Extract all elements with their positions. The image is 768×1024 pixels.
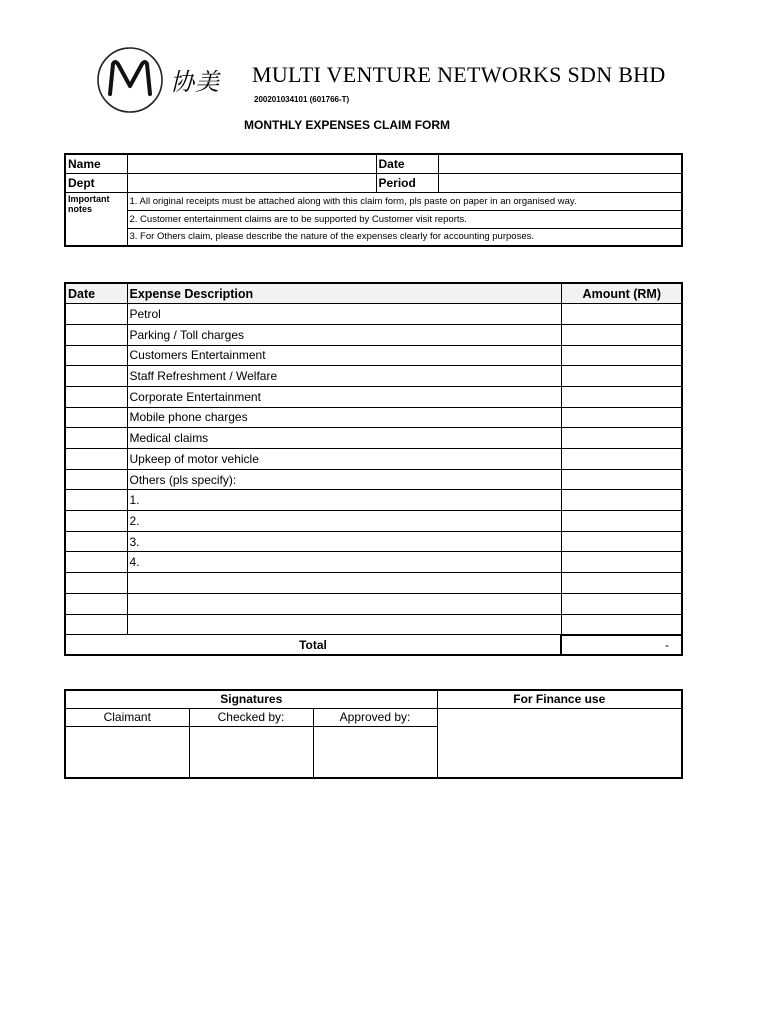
date-cell[interactable] <box>65 469 127 490</box>
table-row <box>65 531 682 552</box>
dept-field[interactable] <box>127 173 376 192</box>
date-cell[interactable] <box>65 511 127 532</box>
note-1: 1. All original receipts must be attached along with this claim form, pls paste on paper in an organised way. <box>127 192 682 210</box>
date-cell[interactable] <box>65 552 127 573</box>
table-row <box>65 345 682 366</box>
description-cell: Others (pls specify): <box>127 469 561 490</box>
claimant-label: Claimant <box>65 708 189 726</box>
claimant-signature-box[interactable] <box>65 726 189 778</box>
approved-by-signature-box[interactable] <box>313 726 437 778</box>
description-cell: Petrol <box>127 304 561 325</box>
table-row <box>65 490 682 511</box>
table-row <box>65 386 682 407</box>
total-label: Total <box>65 635 561 656</box>
amount-cell[interactable] <box>561 324 682 345</box>
description-cell[interactable] <box>127 593 561 614</box>
company-logo <box>96 46 164 114</box>
description-cell: Upkeep of motor vehicle <box>127 449 561 470</box>
description-cell: Parking / Toll charges <box>127 324 561 345</box>
table-row <box>65 407 682 428</box>
date-cell[interactable] <box>65 573 127 594</box>
important-notes-label: Important notes <box>65 192 127 246</box>
registration-number: 200201034101 (601766-T) <box>254 95 350 104</box>
col-date-header: Date <box>65 283 127 304</box>
name-label: Name <box>65 154 127 173</box>
date-cell[interactable] <box>65 531 127 552</box>
description-cell: Staff Refreshment / Welfare <box>127 366 561 387</box>
amount-cell[interactable] <box>561 573 682 594</box>
amount-cell[interactable] <box>561 593 682 614</box>
description-cell: Medical claims <box>127 428 561 449</box>
table-row <box>65 428 682 449</box>
date-cell[interactable] <box>65 490 127 511</box>
description-cell: 3. <box>127 531 561 552</box>
amount-cell[interactable] <box>561 345 682 366</box>
amount-cell[interactable] <box>561 407 682 428</box>
table-row <box>65 304 682 325</box>
finance-use-header: For Finance use <box>437 690 682 708</box>
table-row <box>65 552 682 573</box>
amount-cell[interactable] <box>561 366 682 387</box>
finance-use-box[interactable] <box>437 708 682 778</box>
approved-by-label: Approved by: <box>313 708 437 726</box>
description-cell: 2. <box>127 511 561 532</box>
amount-cell[interactable] <box>561 428 682 449</box>
date-label: Date <box>376 154 438 173</box>
amount-cell[interactable] <box>561 449 682 470</box>
description-cell: 1. <box>127 490 561 511</box>
table-row <box>65 324 682 345</box>
company-name: MULTI VENTURE NETWORKS SDN BHD <box>252 62 666 87</box>
amount-cell[interactable] <box>561 386 682 407</box>
table-row <box>65 469 682 490</box>
date-cell[interactable] <box>65 407 127 428</box>
amount-cell[interactable] <box>561 511 682 532</box>
total-row <box>65 635 682 656</box>
name-field[interactable] <box>127 154 376 173</box>
date-cell[interactable] <box>65 428 127 449</box>
date-cell[interactable] <box>65 386 127 407</box>
amount-cell[interactable] <box>561 531 682 552</box>
amount-cell[interactable] <box>561 552 682 573</box>
expense-header-row <box>65 283 682 304</box>
table-row <box>65 593 682 614</box>
date-cell[interactable] <box>65 593 127 614</box>
checked-by-label: Checked by: <box>189 708 313 726</box>
table-row <box>65 614 682 635</box>
date-cell[interactable] <box>65 614 127 635</box>
amount-cell[interactable] <box>561 490 682 511</box>
date-field[interactable] <box>438 154 682 173</box>
table-row <box>65 573 682 594</box>
claimant-info-table <box>64 153 683 247</box>
description-cell: 4. <box>127 552 561 573</box>
date-cell[interactable] <box>65 449 127 470</box>
signatures-table <box>64 689 683 779</box>
date-cell[interactable] <box>65 304 127 325</box>
amount-cell[interactable] <box>561 304 682 325</box>
table-row <box>65 366 682 387</box>
description-cell[interactable] <box>127 614 561 635</box>
description-cell: Mobile phone charges <box>127 407 561 428</box>
date-cell[interactable] <box>65 345 127 366</box>
note-3: 3. For Others claim, please describe the nature of the expenses clearly for accounting purposes. <box>127 228 682 246</box>
logo-chinese-text: 协美 <box>170 68 220 96</box>
signatures-header: Signatures <box>65 690 437 708</box>
description-cell[interactable] <box>127 573 561 594</box>
total-amount: - <box>561 635 682 656</box>
col-description-header: Expense Description <box>127 283 561 304</box>
col-amount-header: Amount (RM) <box>561 283 682 304</box>
amount-cell[interactable] <box>561 614 682 635</box>
note-2: 2. Customer entertainment claims are to be supported by Customer visit reports. <box>127 210 682 228</box>
checked-by-signature-box[interactable] <box>189 726 313 778</box>
description-cell: Customers Entertainment <box>127 345 561 366</box>
form-title: MONTHLY EXPENSES CLAIM FORM <box>244 118 451 132</box>
amount-cell[interactable] <box>561 469 682 490</box>
expense-table <box>64 282 683 656</box>
table-row <box>65 449 682 470</box>
table-row <box>65 511 682 532</box>
date-cell[interactable] <box>65 366 127 387</box>
dept-label: Dept <box>65 173 127 192</box>
date-cell[interactable] <box>65 324 127 345</box>
period-label: Period <box>376 173 438 192</box>
period-field[interactable] <box>438 173 682 192</box>
description-cell: Corporate Entertainment <box>127 386 561 407</box>
